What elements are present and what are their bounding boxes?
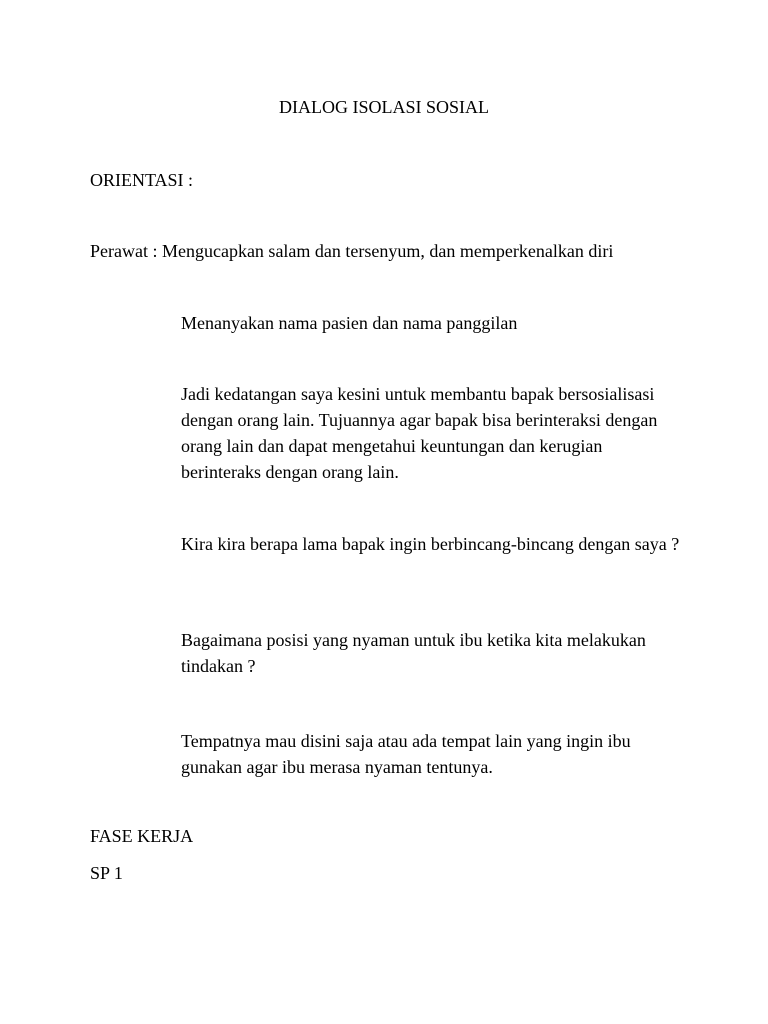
paragraph-tempat: Tempatnya mau disini saja atau ada tempat lain yang ingin ibu gunakan agar ibu merasa nyaman tentunya. xyxy=(181,731,631,777)
perawat-line: Perawat : Mengucapkan salam dan tersenyum, dan memperkenalkan diri xyxy=(90,241,614,261)
document-title: DIALOG ISOLASI SOSIAL xyxy=(279,97,489,117)
paragraph-tujuan: Jadi kedatangan saya kesini untuk membantu bapak bersosialisasi dengan orang lain. Tujuannya agar bapak bisa berinteraksi dengan orang lain dan dapat mengetahui keuntungan dan kerugian berinteraks dengan orang lain. xyxy=(181,384,658,482)
paragraph-lama-bincang: Kira kira berapa lama bapak ingin berbincang-bincang dengan saya ? xyxy=(181,534,680,554)
fase-kerja-heading: FASE KERJA xyxy=(90,826,194,846)
paragraph-nama-pasien: Menanyakan nama pasien dan nama panggilan xyxy=(181,313,518,333)
paragraph-posisi: Bagaimana posisi yang nyaman untuk ibu ketika kita melakukan tindakan ? xyxy=(181,630,646,676)
sp-label: SP 1 xyxy=(90,863,123,883)
orientasi-heading: ORIENTASI : xyxy=(90,170,194,190)
